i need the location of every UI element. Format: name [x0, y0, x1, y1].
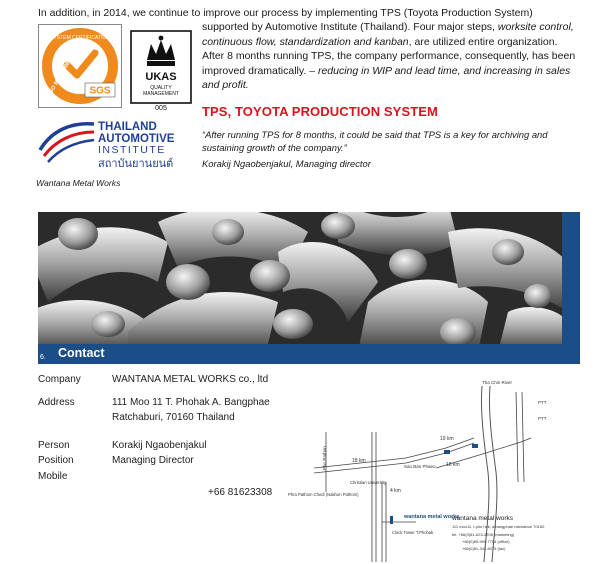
- contact-section-number: 6.: [40, 354, 46, 361]
- map-label-4km: 4 km: [390, 488, 401, 494]
- address-line2: Ratchaburi, 70160 Thailand: [112, 412, 235, 423]
- thailand-automotive-institute-logo: [38, 116, 198, 172]
- map-label-19km: 19 km: [440, 436, 454, 442]
- metal-fittings-photo: [38, 212, 580, 344]
- map-label-sao-ban-phaeo: Sao Ban Phaeo: [404, 464, 436, 469]
- tps-quote: “After running TPS for 8 months, it could be said that TPS is a key for archiving and sustaining growth of the company.”: [202, 129, 548, 153]
- institute-line3: INSTITUTE: [98, 144, 166, 156]
- map-label-christian-university: Christian University: [350, 480, 387, 485]
- certification-logos: [38, 24, 194, 112]
- intro-paragraph: [202, 20, 578, 93]
- institute-line2: AUTOMOTIVE: [98, 133, 175, 145]
- person-value: Korakij Ngaobenjakul: [112, 440, 207, 451]
- map-tel: tel. +66(0)81-623-3208 (marketing): [452, 532, 515, 537]
- map-label-18km-a: 18 km: [352, 458, 366, 464]
- location-map: [286, 372, 586, 562]
- intro-steps: worksite control, continuous flow, standardization and kanban: [202, 21, 574, 48]
- ukas-name: UKAS: [145, 71, 177, 83]
- intro-text-2: , are utilized entire organization. After 8 months running TPS, the company performance, consequently, has been improved dramatically.: [202, 35, 576, 77]
- sgs-brand-text: SGS: [89, 85, 111, 97]
- company-label: Company: [38, 374, 81, 385]
- tps-heading: TPS, TOYOTA PRODUCTION SYSTEM: [202, 104, 438, 119]
- photo-caption: Wantana Metal Works: [36, 178, 121, 188]
- map-brand-logo: wantana metal works: [404, 514, 460, 520]
- map-tel2: +66(0)85-999-7704 (office): [462, 539, 510, 544]
- map-fax: +66(0)81-342-6075 (fax): [462, 546, 506, 551]
- sgs-iso-logo: [38, 24, 122, 108]
- map-label-ptt2: PTT: [538, 416, 547, 421]
- company-value: WANTANA METAL WORKS co., ltd: [112, 374, 269, 385]
- contact-title: Contact: [58, 346, 105, 360]
- map-label-ptt1: PTT: [538, 400, 547, 405]
- quote-author: Korakij Ngaobenjakul, Managing director: [202, 158, 371, 169]
- map-label-clock-tower: Clock Tower T.Phohak: [392, 530, 434, 535]
- position-label: Position: [38, 455, 74, 466]
- map-label-phra-pathom: Phra Pathom Chedi (Nakhon Pathom): [288, 492, 359, 497]
- contact-header-bar: [38, 344, 580, 364]
- map-label-pho-rathon: Pho Rathon: [322, 446, 327, 470]
- swoosh-icon: [40, 124, 94, 162]
- institute-line1: THAILAND: [98, 121, 157, 133]
- ukas-logo: [130, 30, 192, 112]
- map-label-river: Tha Chin River: [482, 380, 513, 385]
- person-label: Person: [38, 440, 70, 451]
- map-label-18km-b: 18 km: [446, 462, 460, 468]
- intro-first-line: In addition, in 2014, we continue to improve our process by implementing TPS (Toyota Production System): [38, 7, 533, 19]
- ukas-number: 005: [155, 105, 167, 112]
- banner-accent-stripe: [562, 212, 580, 344]
- map-address: 111 moo11, t.pho hek, a.bangphae ratchaburi 70160: [452, 524, 545, 529]
- institute-thai: สถาบันยานยนต์: [98, 157, 174, 170]
- address-line1: 111 Moo 11 T. Phohak A. Bangphae: [112, 397, 270, 408]
- sgs-arc-text: SYSTEM CERTIFICATION: [50, 35, 110, 41]
- ukas-sub2: MANAGEMENT: [143, 91, 179, 97]
- mobile-label: Mobile: [38, 471, 68, 482]
- ukas-sub1: QUALITY: [150, 85, 172, 91]
- map-company-name: wantana metal works: [452, 515, 514, 522]
- mobile-value: +66 81623308: [208, 487, 273, 498]
- address-label: Address: [38, 397, 75, 408]
- intro-result: – reducing in WIP and lead time, and increasing in sales and profit.: [202, 64, 571, 92]
- position-value: Managing Director: [112, 455, 194, 466]
- intro-text-1: supported by Automotive Institute (Thailand). Four major steps,: [202, 21, 498, 33]
- sgs-iso-text: ISO 9001:2008: [47, 60, 72, 96]
